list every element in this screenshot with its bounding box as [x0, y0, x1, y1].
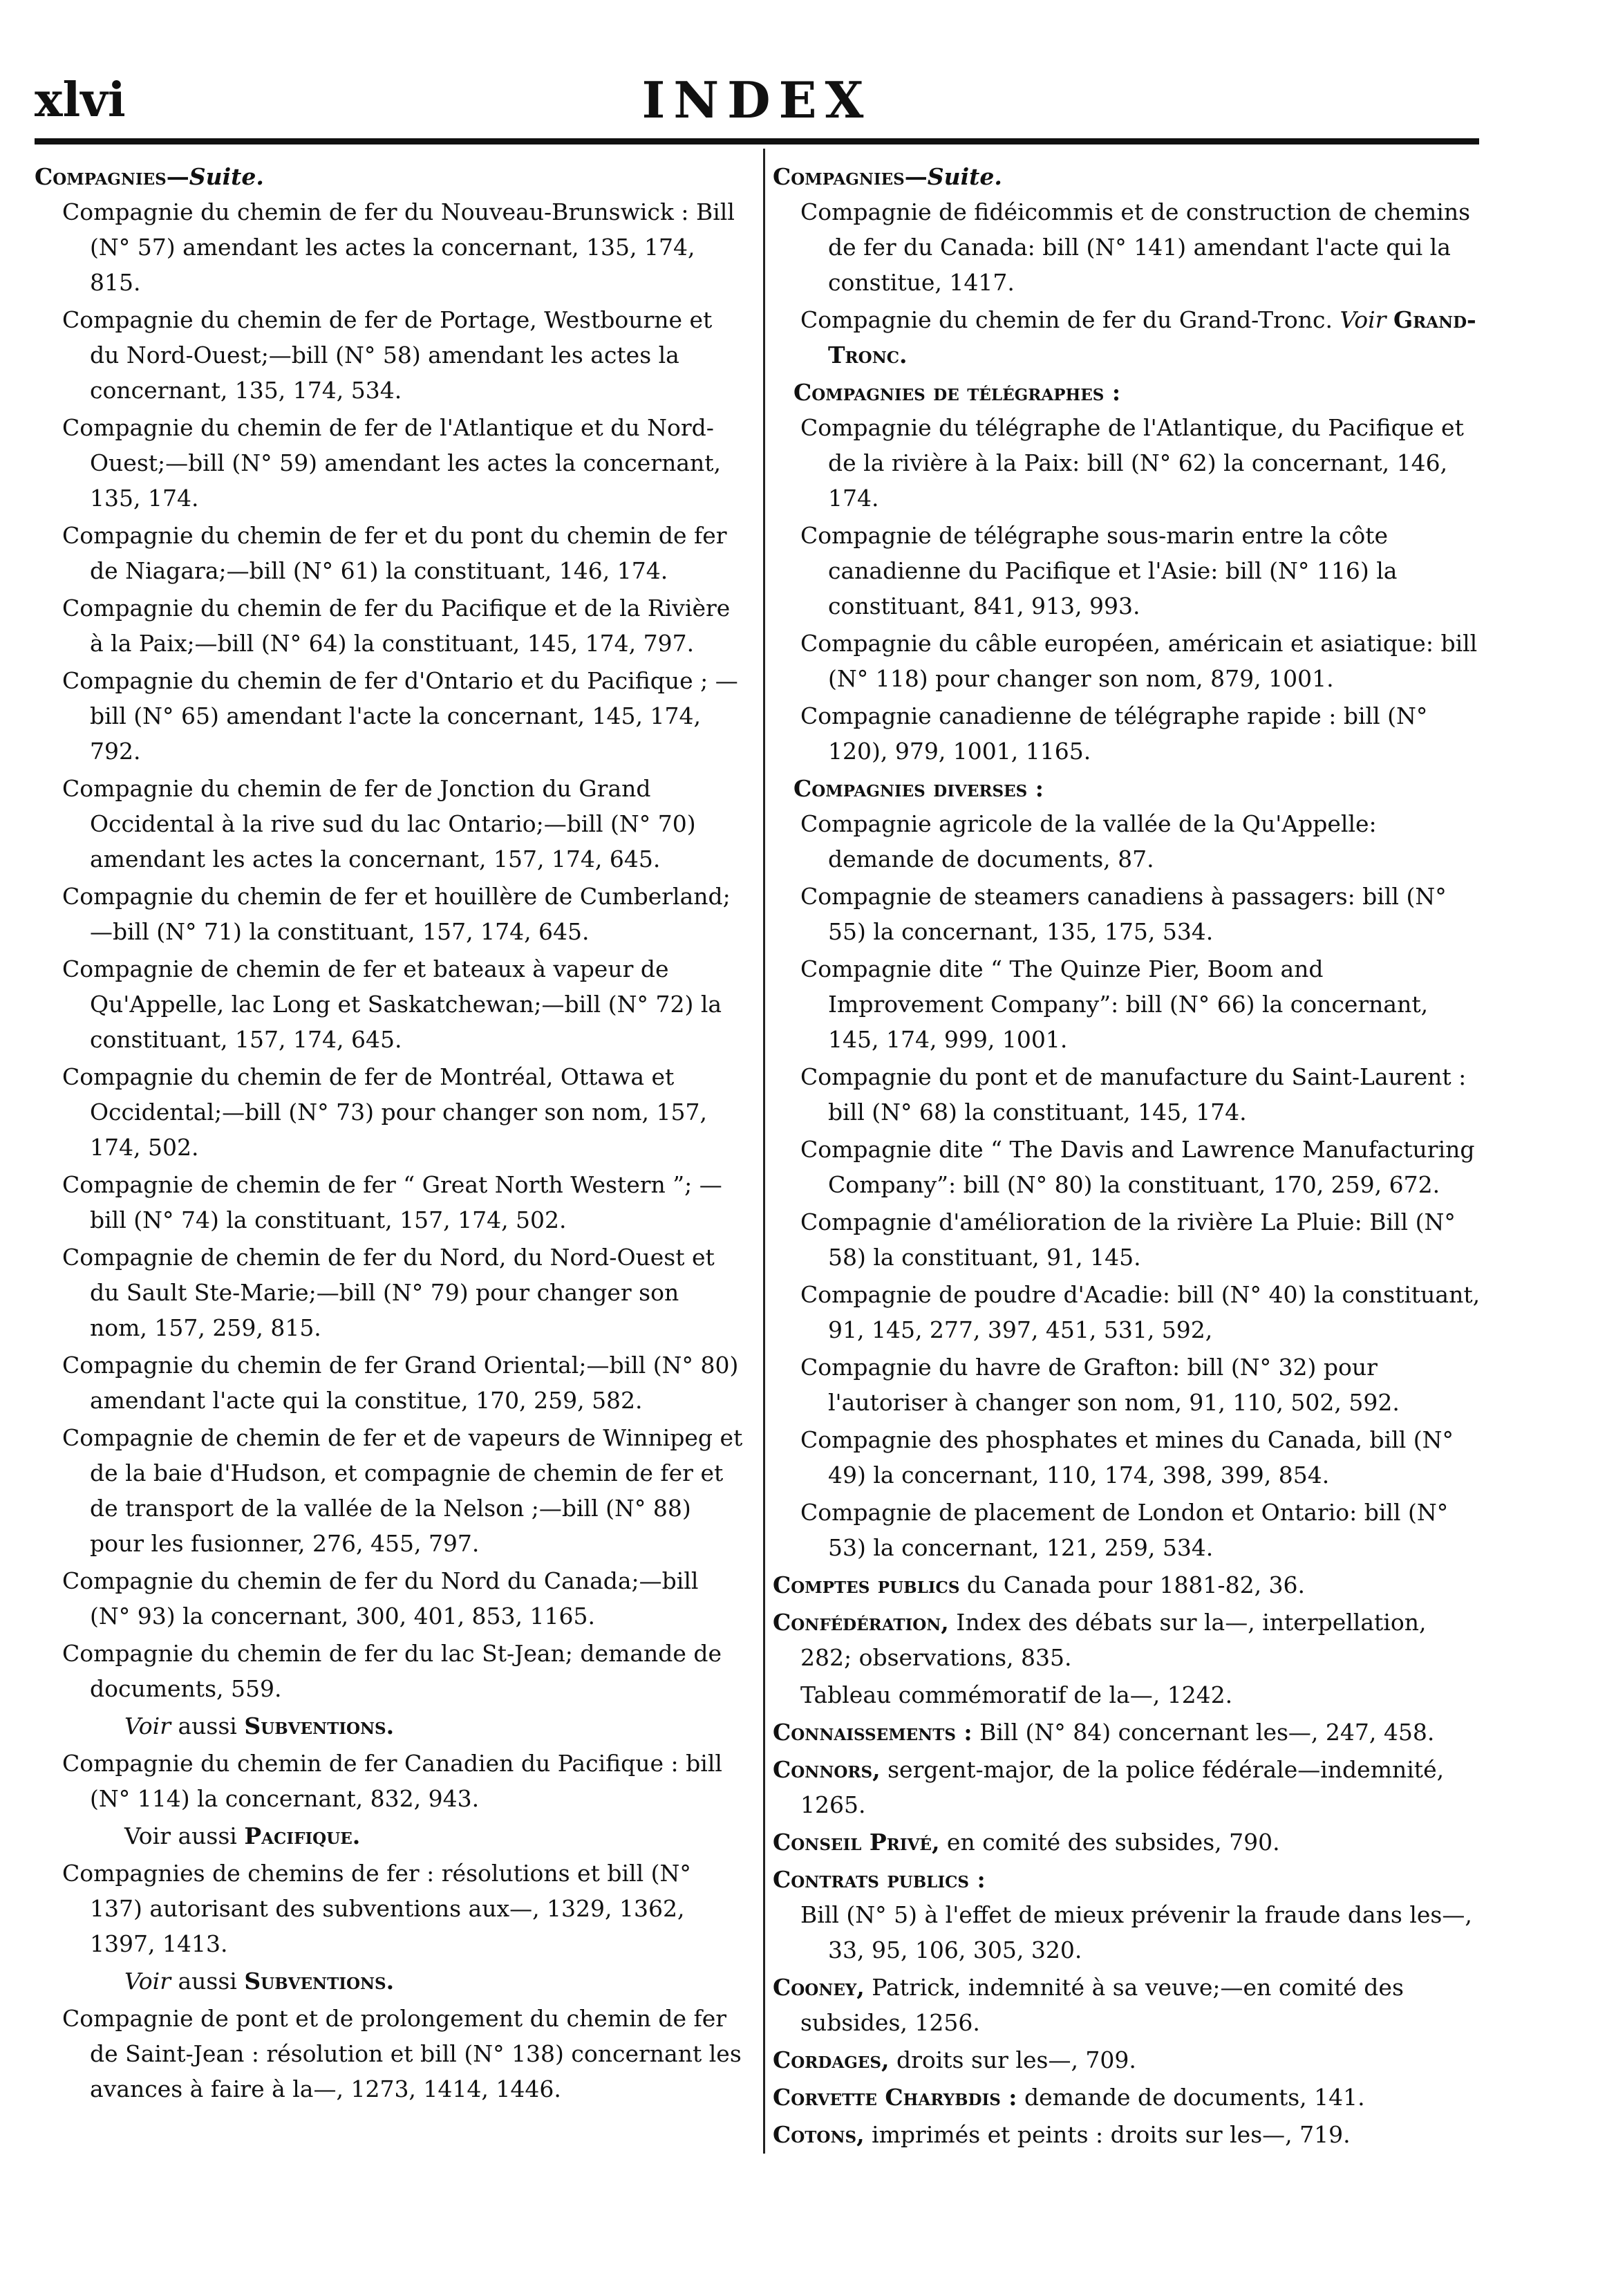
- right-column: [773, 159, 1481, 2154]
- page-number: xlvi: [35, 73, 126, 128]
- see-also-prefix: Voir: [1340, 306, 1387, 333]
- page-header: [35, 66, 1479, 135]
- see-also-mid: aussi: [171, 1712, 245, 1739]
- entry-text: droits sur les—, 709.: [889, 2046, 1136, 2073]
- index-entry: Compagnie du chemin de fer de Jonction du Grand Occidental à la rive sud du lac Ontario;—bill (N° 70) amendant les actes la concernant, 157, 174, 645.: [62, 775, 696, 872]
- index-entry: Compagnie de chemin de fer “ Great North Western ”; —bill (N° 74) la constituant, 157, 174, 502.: [62, 1171, 722, 1233]
- entry-keyword: Conseil Privé,: [773, 1829, 940, 1856]
- heading-suite: Suite.: [927, 163, 1002, 190]
- see-also-prefix: Voir aussi: [124, 1822, 245, 1849]
- index-entry: Compagnie du câble européen, américain et asiatique: bill (N° 118) pour changer son nom, 879, 1001.: [800, 630, 1478, 692]
- index-entry: Compagnie de pont et de prolongement du chemin de fer de Saint-Jean : résolution et bill (N° 138) concernant les avances à faire à la—, 1273, 1414, 1446.: [62, 2005, 742, 2102]
- index-entry: Compagnie du chemin de fer d'Ontario et du Pacifique ; —bill (N° 65) amendant l'acte la concernant, 145, 174, 792.: [62, 667, 738, 765]
- see-also-mid: aussi: [171, 1968, 245, 1995]
- index-entry: Compagnie de fidéicommis et de construction de chemins de fer du Canada: bill (N° 141) amendant l'acte qui la constitue, 1417.: [800, 198, 1471, 296]
- heading-label: Compagnies—: [35, 163, 189, 190]
- index-entry: [773, 2080, 1481, 2115]
- index-entry: Compagnie de télégraphe sous-marin entre la côte canadienne du Pacifique et l'Asie: bill (N° 116) la constituant, 841, 913, 993.: [800, 522, 1398, 619]
- index-entry: Compagnie dite “ The Quinze Pier, Boom and Improvement Company”: bill (N° 66) la concernant, 145, 174, 999, 1001.: [800, 955, 1429, 1053]
- subsection-heading: Compagnies diverses :: [793, 775, 1044, 802]
- index-entry: Compagnie de poudre d'Acadie: bill (N° 40) la constituant, 91, 145, 277, 397, 451, 531, 592,: [800, 1281, 1481, 1343]
- index-entry: Compagnie agricole de la vallée de la Qu'Appelle: demande de documents, 87.: [800, 810, 1377, 872]
- see-also-target: Subventions.: [244, 1968, 395, 1995]
- index-entry: Compagnie de placement de London et Ontario: bill (N° 53) la concernant, 121, 259, 534.: [800, 1499, 1449, 1561]
- entry-text: Patrick, indemnité à sa veuve;—en comité des subsides, 1256.: [800, 1974, 1404, 2036]
- index-entry: [773, 1970, 1481, 2040]
- heading-suite: Suite.: [189, 163, 264, 190]
- index-entry: Compagnie des phosphates et mines du Canada, bill (N° 49) la concernant, 110, 174, 398, 399, 854.: [800, 1426, 1454, 1488]
- left-column: [35, 159, 743, 2109]
- index-entry: [800, 302, 1481, 373]
- index-entry: [773, 1605, 1481, 1675]
- index-entry: Compagnie du havre de Grafton: bill (N° 32) pour l'autoriser à changer son nom, 91, 110, 502, 592.: [800, 1354, 1400, 1416]
- index-entry: Compagnie du chemin de fer et du pont du chemin de fer de Niagara;—bill (N° 61) la constituant, 146, 174.: [62, 522, 727, 584]
- index-entry: [773, 1752, 1481, 1822]
- index-entry: Compagnie du chemin de fer du Pacifique et de la Rivière à la Paix;—bill (N° 64) la constituant, 145, 174, 797.: [62, 595, 731, 657]
- section-heading: [35, 159, 743, 194]
- see-also-target: Pacifique.: [244, 1822, 361, 1849]
- entry-keyword: Confédération,: [773, 1609, 949, 1636]
- column-divider: [763, 149, 765, 2154]
- index-entry: Compagnie du chemin de fer du Nord du Canada;—bill (N° 93) la concernant, 300, 401, 853, 1165.: [62, 1567, 699, 1630]
- entry-keyword: Cordages,: [773, 2046, 890, 2073]
- entry-text: Index des débats sur la—, interpellation, 282; observations, 835.: [800, 1609, 1427, 1671]
- see-also-reference: [124, 1818, 743, 1854]
- index-entry: Compagnie canadienne de télégraphe rapide : bill (N° 120), 979, 1001, 1165.: [800, 702, 1428, 765]
- index-entry: Compagnie du chemin de fer Canadien du Pacifique : bill (N° 114) la concernant, 832, 943.: [62, 1750, 722, 1812]
- entry-text: en comité des subsides, 790.: [939, 1829, 1280, 1856]
- index-entry: Compagnie du chemin de fer du lac St-Jean; demande de documents, 559.: [62, 1640, 722, 1702]
- index-entry: Compagnie du chemin de fer de Montréal, Ottawa et Occidental;—bill (N° 73) pour changer son nom, 157, 174, 502.: [62, 1063, 707, 1161]
- entry-text: imprimés et peints : droits sur les—, 719.: [864, 2121, 1351, 2148]
- entry-text: Compagnie du chemin de fer du Grand-Tronc.: [800, 306, 1340, 333]
- subsection-heading: Contrats publics :: [773, 1866, 986, 1893]
- entry-keyword: Connors,: [773, 1756, 881, 1783]
- index-entry: Tableau commémoratif de la—, 1242.: [800, 1681, 1233, 1708]
- entry-text: demande de documents, 141.: [1017, 2084, 1365, 2111]
- index-entry: Compagnie de steamers canadiens à passagers: bill (N° 55) la concernant, 135, 175, 534.: [800, 883, 1447, 945]
- index-entry: Compagnie du chemin de fer et houillère de Cumberland;—bill (N° 71) la constituant, 157, 174, 645.: [62, 883, 731, 945]
- index-entry: [773, 1567, 1481, 1603]
- see-also-target: Grand-Tronc.: [828, 306, 1476, 368]
- index-entry: Compagnie d'amélioration de la rivière La Pluie: Bill (N° 58) la constituant, 91, 145.: [800, 1208, 1456, 1271]
- entry-keyword: Connaissements :: [773, 1719, 973, 1746]
- heading-label: Compagnies—: [773, 163, 928, 190]
- index-entry: Compagnie de chemin de fer du Nord, du Nord-Ouest et du Sault Ste-Marie;—bill (N° 79) pour changer son nom, 157, 259, 815.: [62, 1244, 715, 1341]
- index-entry: Compagnie du chemin de fer Grand Oriental;—bill (N° 80) amendant l'acte qui la constitue, 170, 259, 582.: [62, 1352, 739, 1414]
- index-entry: [773, 2117, 1481, 2152]
- entry-text: sergent-major, de la police fédérale—indemnité, 1265.: [800, 1756, 1445, 1818]
- subsection-heading: Compagnies de télégraphes :: [793, 379, 1121, 406]
- index-entry: [773, 1824, 1481, 1860]
- see-also-reference: [124, 1963, 743, 1999]
- index-entry: Compagnie du chemin de fer de Portage, Westbourne et du Nord-Ouest;—bill (N° 58) amendant les actes la concernant, 135, 174, 534.: [62, 306, 713, 404]
- index-entry: [773, 2042, 1481, 2078]
- see-also-prefix: Voir: [124, 1968, 171, 1995]
- see-also-reference: [124, 1708, 743, 1744]
- header-rule: [35, 138, 1479, 144]
- index-entry: Compagnie du télégraphe de l'Atlantique, du Pacifique et de la rivière à la Paix: bill (N° 62) la concernant, 146, 174.: [800, 414, 1464, 512]
- entry-keyword: Corvette Charybdis :: [773, 2084, 1017, 2111]
- entry-keyword: Comptes publics: [773, 1571, 960, 1598]
- index-entry: Compagnie du pont et de manufacture du Saint-Laurent : bill (N° 68) la constituant, 145, 174.: [800, 1063, 1467, 1126]
- index-entry: Compagnie du chemin de fer de l'Atlantique et du Nord-Ouest;—bill (N° 59) amendant les actes la concernant, 135, 174.: [62, 414, 721, 512]
- index-entry: Compagnies de chemins de fer : résolutions et bill (N° 137) autorisant des subventions aux—, 1329, 1362, 1397, 1413.: [62, 1860, 691, 1957]
- entry-text: Bill (N° 84) concernant les—, 247, 458.: [972, 1719, 1435, 1746]
- section-heading: [773, 159, 1481, 194]
- index-entry: Compagnie de chemin de fer et de vapeurs de Winnipeg et de la baie d'Hudson, et compagnie de chemin de fer et de transport de la vallée de la Nelson ;—bill (N° 88) pour les fusionner, 276, 455, 797.: [62, 1424, 743, 1557]
- index-entry: Compagnie dite “ The Davis and Lawrence Manufacturing Company”: bill (N° 80) la constituant, 170, 259, 672.: [800, 1136, 1475, 1198]
- index-entry: Bill (N° 5) à l'effet de mieux prévenir la fraude dans les—, 33, 95, 106, 305, 320.: [800, 1901, 1472, 1963]
- entry-text: du Canada pour 1881-82, 36.: [959, 1571, 1306, 1598]
- entry-keyword: Cotons,: [773, 2121, 865, 2148]
- see-also-prefix: Voir: [124, 1712, 171, 1739]
- see-also-target: Subventions.: [244, 1712, 395, 1739]
- index-entry: Compagnie de chemin de fer et bateaux à vapeur de Qu'Appelle, lac Long et Saskatchewan;—bill (N° 72) la constituant, 157, 174, 645.: [62, 955, 722, 1053]
- page-title: INDEX: [641, 71, 872, 129]
- entry-keyword: Cooney,: [773, 1974, 865, 2001]
- index-entry: [773, 1715, 1481, 1750]
- index-entry: Compagnie du chemin de fer du Nouveau-Brunswick : Bill (N° 57) amendant les actes la concernant, 135, 174, 815.: [62, 198, 735, 296]
